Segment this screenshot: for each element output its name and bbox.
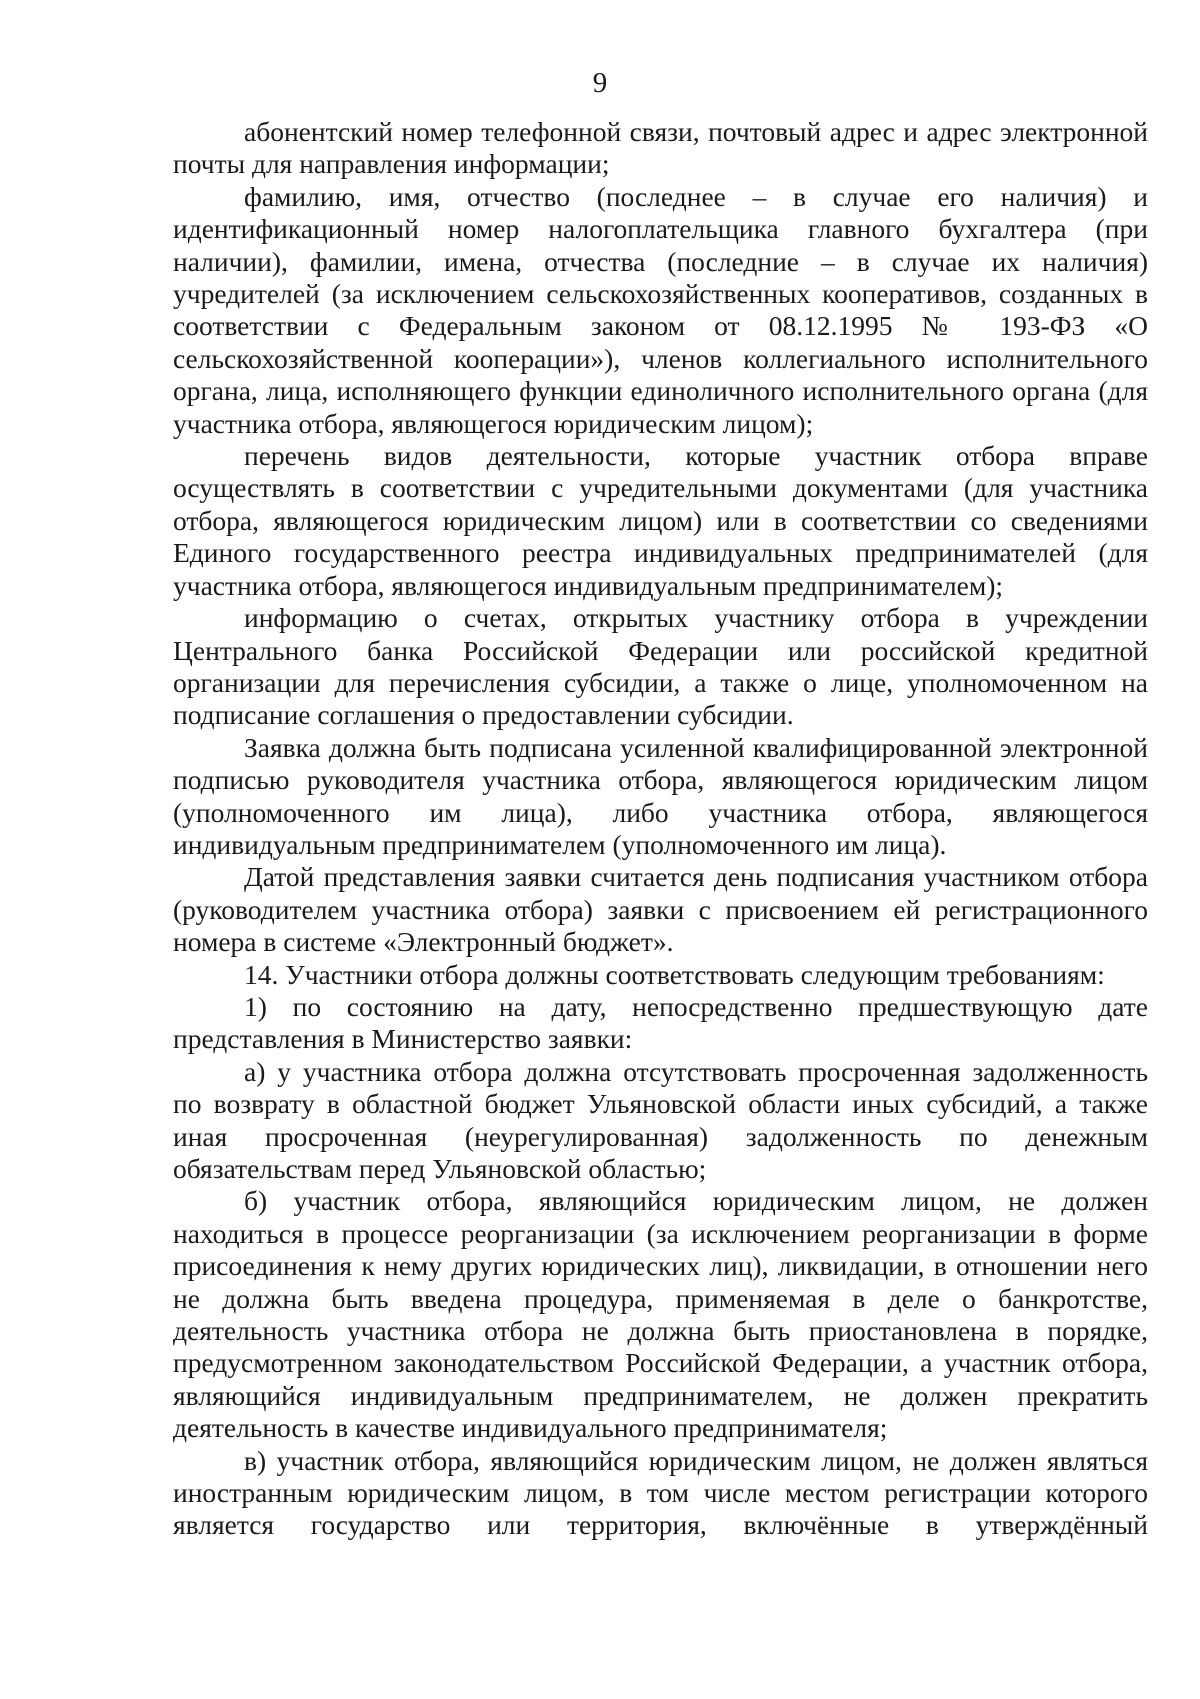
paragraph: абонентский номер телефонной связи, почтовый адрес и адрес электронной почты для направления информации;: [173, 116, 1148, 180]
paragraph: а) у участника отбора должна отсутствовать просроченная задолженность по возврату в областной бюджет Ульяновской области иных субсидий, а также иная просроченная (неурегулированная) задолженность по денежным обязательствам перед Ульяновской областью;: [173, 1055, 1148, 1184]
paragraph: б) участник отбора, являющийся юридическим лицом, не должен находиться в процессе реорганизации (за исключением реорганизации в форме присоединения к нему других юридических лиц), ликвидации, в отношении него не должна быть введена процедура, применяемая в деле о банкротстве, деятельность участника отбора не должна быть приостановлена в порядке, предусмотренном законодательством Российской Федерации, а участник отбора, являющийся индивидуальным предпринимателем, не должен прекратить деятельность в качестве индивидуального предпринимателя;: [173, 1185, 1148, 1444]
paragraph: Заявка должна быть подписана усиленной квалифицированной электронной подписью руководителя участника отбора, являющегося юридическим лицом (уполномоченного им лица), либо участника отбора, являющегося индивидуальным предпринимателем (уполномоченного им лица).: [173, 731, 1148, 860]
paragraph: в) участник отбора, являющийся юридическим лицом, не должен являться иностранным юридическим лицом, в том числе местом регистрации которого является государство или территория, включённые в утверждённый: [173, 1444, 1148, 1541]
page-number: 9: [592, 67, 608, 99]
paragraph: перечень видов деятельности, которые участник отбора вправе осуществлять в соответствии с учредительными документами (для участника отбора, являющегося юридическим лицом) или в соответствии со сведениями Единого государственного реестра индивидуальных предпринимателей (для участника отбора, являющегося индивидуальным предпринимателем);: [173, 440, 1148, 601]
paragraph: информацию о счетах, открытых участнику отбора в учреждении Центрального банка Российской Федерации или российской кредитной организации для перечисления субсидии, а также о лице, уполномоченном на подписание соглашения о предоставлении субсидии.: [173, 602, 1148, 731]
paragraph: 14. Участники отбора должны соответствовать следующим требованиям:: [244, 958, 1105, 990]
paragraph: фамилию, имя, отчество (последнее – в случае его наличия) и идентификационный номер налогоплательщика главного бухгалтера (при наличии), фамилии, имена, отчества (последние – в случае их наличия) учредителей (за исключением сельскохозяйственных кооперативов, созданных в соответствии с Федеральным законом от 08.12.1995 № 193-ФЗ «О сельскохозяйственной кооперации»), членов коллегиального исполнительного органа, лица, исполняющего функции единоличного исполнительного органа (для участника отбора, являющегося юридическим лицом);: [173, 180, 1148, 439]
paragraph: 1) по состоянию на дату, непосредственно предшествующую дате представления в Министерство заявки:: [173, 990, 1148, 1055]
paragraph: Датой представления заявки считается день подписания участником отбора (руководителем участника отбора) заявки с присвоением ей регистрационного номера в системе «Электронный бюджет».: [173, 861, 1148, 958]
document-body: [173, 116, 1148, 1542]
